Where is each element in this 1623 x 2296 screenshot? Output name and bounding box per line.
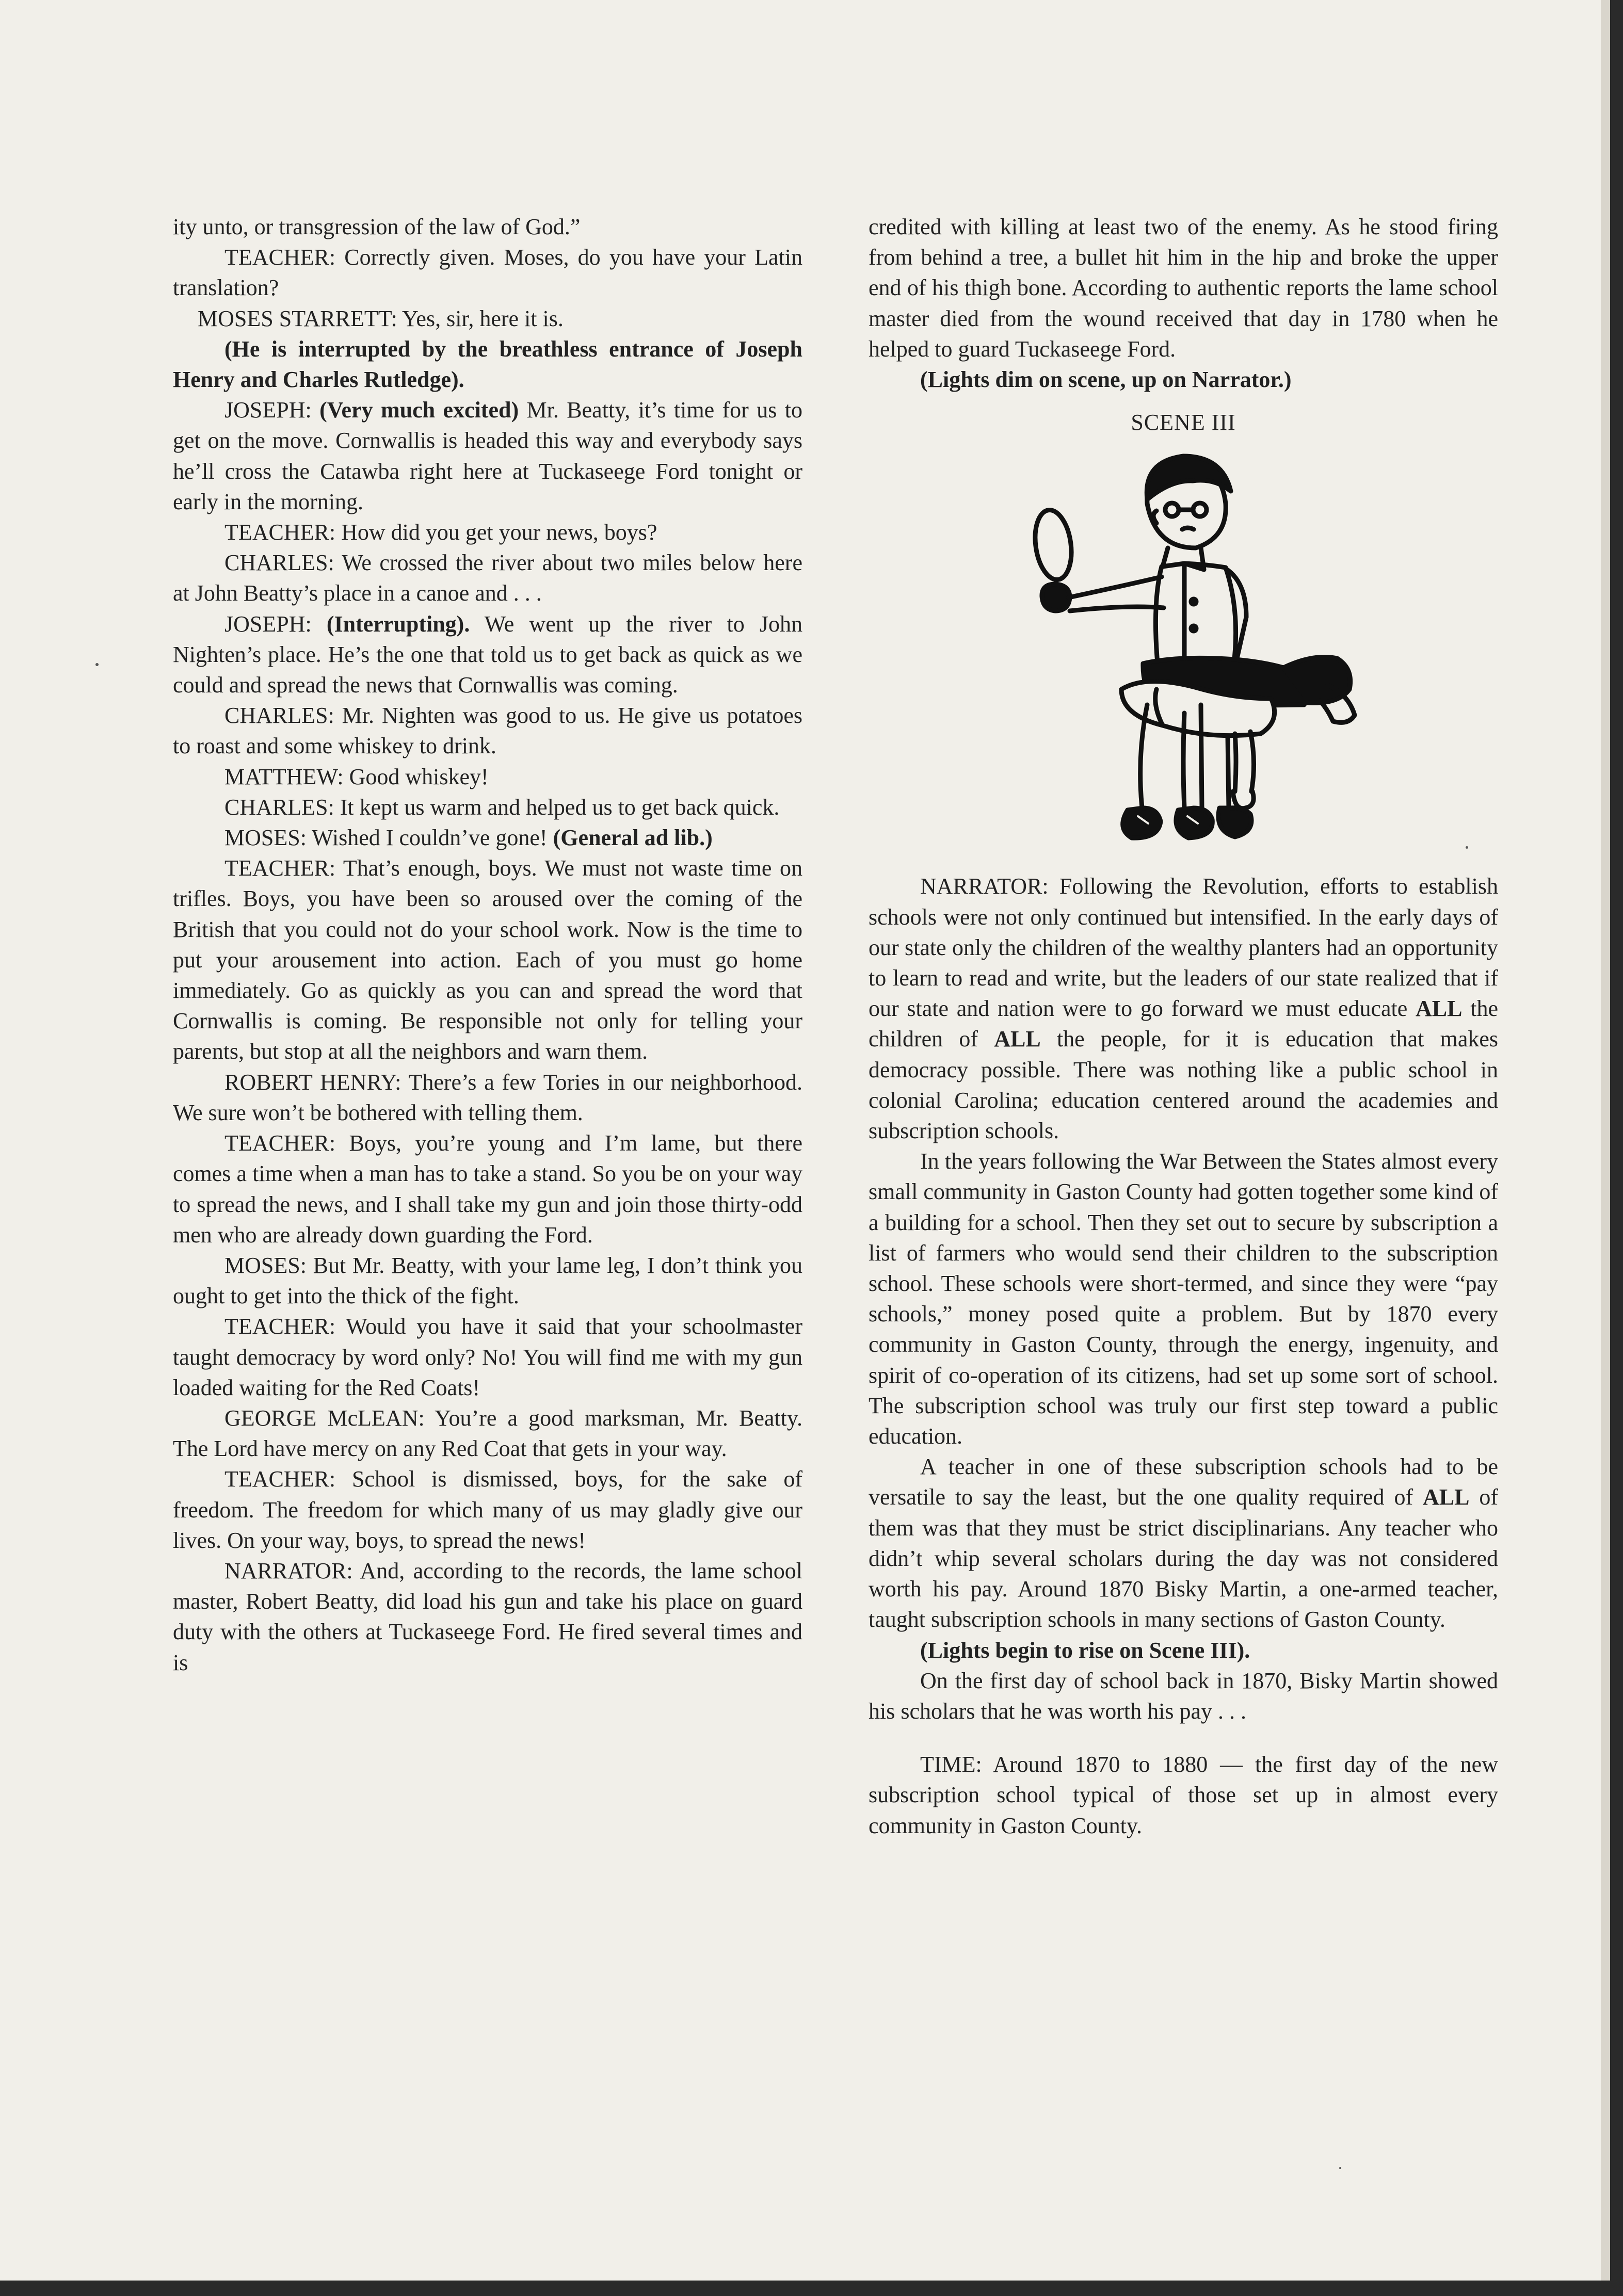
scene-heading: SCENE III	[1131, 410, 1236, 435]
stage-direction-inline: (Interrupting).	[311, 611, 470, 637]
dialogue-text: Correctly given. Moses, do you have your Latin translation?	[173, 245, 802, 301]
stage-direction	[173, 334, 802, 395]
dialogue-text: It kept us warm and helped us to get back quick.	[334, 794, 780, 820]
time-label: TIME:	[920, 1752, 982, 1777]
dialogue-text: That’s enough, boys. We must not waste time on trifles. Boys, you have been so aroused over the coming of the British that you could not do your school work. Now is the time to put your arousement into action. Each of you must go home immediately. Go as quickly as you can and spread the word that Cornwallis is coming. Be responsible not only for telling your parents, but stop at all the neighbors and warn them.	[173, 855, 802, 1064]
dialogue-text: Wished I couldn’ve gone!	[306, 825, 553, 851]
narration-text: the children of	[869, 996, 1498, 1052]
speaker-label: NARRATOR:	[920, 874, 1049, 899]
speaker-label: TEACHER:	[224, 1314, 336, 1339]
dialogue-line	[173, 1403, 802, 1464]
speaker-label: MOSES:	[224, 825, 307, 851]
dialogue-line	[173, 1250, 802, 1311]
dialogue-text: And, according to the records, the lame school master, Robert Beatty, did load his gun and take his place on guard duty with the others at Tuckaseege Ford. He fired several times and is	[173, 1558, 802, 1675]
dialogue-text: ity unto, or transgression of the law of God.”	[173, 214, 581, 239]
narration-text: credited with killing at least two of the enemy. As he stood firing from behind a tree, a bullet hit him in the hip and broke the upper end of his thigh bone. According to authentic reports the lame school master died from the wound received that day in 1780 when he helped to guard Tuckaseege Ford.	[869, 214, 1498, 362]
speaker-label: TEACHER:	[224, 1466, 336, 1492]
emphasis-text: ALL	[1422, 1484, 1470, 1510]
dialogue-text: We crossed the river about two miles below here at John Beatty’s place in a canoe and . . .	[173, 550, 802, 606]
time-text: Around 1870 to 1880 — the first day of the new subscription school typical of those set up in almost every community in Gaston County.	[869, 1752, 1498, 1838]
speaker-label: MOSES STARRETT:	[198, 305, 397, 331]
speaker-label: TEACHER:	[224, 855, 336, 881]
right-column	[869, 212, 1498, 1841]
dialogue-text: Good whiskey!	[343, 764, 489, 789]
narration-paragraph	[869, 1666, 1498, 1726]
dialogue-text: You’re a good marksman, Mr. Beatty. The Lord have mercy on any Red Coat that gets in your way.	[173, 1405, 802, 1462]
schoolmaster-spanking-student-illustration	[869, 447, 1498, 860]
paper-speck	[1339, 2167, 1341, 2169]
dialogue-line	[173, 303, 802, 334]
dialogue-text: Yes, sir, here it is.	[397, 305, 564, 331]
left-column	[173, 212, 802, 1678]
dialogue-line	[173, 1067, 802, 1128]
stage-direction-text: (Lights dim on scene, up on Narrator.)	[920, 367, 1292, 393]
narration-paragraph	[869, 1146, 1498, 1451]
dialogue-line	[173, 792, 802, 822]
speaker-label: JOSEPH:	[224, 611, 312, 637]
dialogue-line	[173, 853, 802, 1066]
dialogue-line	[173, 1556, 802, 1678]
speaker-label: MATTHEW:	[224, 764, 344, 789]
narration-text: Following the Revolution, efforts to establish schools were not only continued but intensified. In the early days of our state only the children of the wealthy planters had an opportunity to learn to read and write, but the leaders of our state realized that if our state and nation were to go forward we must educate	[869, 874, 1498, 1022]
speaker-label: JOSEPH:	[224, 397, 312, 423]
stage-direction-text: (Lights begin to rise on Scene III).	[920, 1637, 1250, 1663]
paper-speck	[1466, 846, 1468, 849]
paragraph	[869, 212, 1498, 364]
dialogue-text: But Mr. Beatty, with your lame leg, I don’t think you ought to get into the thick of the fight.	[173, 1252, 802, 1309]
time-paragraph	[869, 1749, 1498, 1841]
speaker-label: TEACHER:	[224, 1130, 336, 1156]
dialogue-line	[173, 1311, 802, 1403]
dialogue-line	[173, 242, 802, 303]
dialogue-text: School is dismissed, boys, for the sake of freedom. The freedom for which many of us may gladly give our lives. On your way, boys, to spread the news!	[173, 1466, 802, 1553]
narrator-paragraph	[869, 871, 1498, 1146]
dialogue-line	[173, 547, 802, 608]
stage-direction	[869, 1635, 1498, 1666]
speaker-label: CHARLES:	[224, 703, 334, 729]
dialogue-line	[173, 700, 802, 761]
dialogue-text: There’s a few Tories in our neighborhood. We sure won’t be bothered with telling them.	[173, 1069, 802, 1125]
emphasis-text: ALL	[994, 1026, 1041, 1052]
speaker-label: CHARLES:	[224, 794, 334, 820]
dialogue-text: Would you have it said that your schoolmaster taught democracy by word only? No! You will find me with my gun loaded waiting for the Red Coats!	[173, 1314, 802, 1400]
dialogue-line	[173, 1464, 802, 1556]
speaker-label: TEACHER:	[224, 520, 336, 545]
narration-paragraph	[869, 1451, 1498, 1635]
stage-direction-inline: (Very much excited)	[311, 397, 519, 423]
dialogue-line	[173, 762, 802, 792]
dialogue-line	[173, 395, 802, 517]
speaker-label: NARRATOR:	[224, 1558, 353, 1583]
speaker-label: MOSES:	[224, 1252, 307, 1278]
dialogue-text: Boys, you’re young and I’m lame, but there comes a time when a man has to take a stand. So you be on your way to spread the news, and I shall take my gun and join those thirty-odd men who are already down guarding the Ford.	[173, 1130, 802, 1248]
stage-direction-inline: (General ad lib.)	[553, 825, 713, 851]
dialogue-line	[173, 609, 802, 701]
narration-text: On the first day of school back in 1870, Bisky Martin showed his scholars that he was worth his pay . . .	[869, 1668, 1498, 1724]
dialogue-text: How did you get your news, boys?	[335, 520, 657, 545]
narration-text: the people, for it is education that makes democracy possible. There was nothing like a public school in colonial Carolina; education centered around the academies and subscription schools.	[869, 1026, 1499, 1144]
paper-speck	[95, 663, 99, 666]
dialogue-line	[173, 1128, 802, 1250]
paragraph	[173, 212, 802, 242]
dialogue-line	[173, 822, 802, 853]
speaker-label: GEORGE McLEAN:	[224, 1405, 425, 1431]
stage-direction	[869, 364, 1498, 395]
dialogue-text: Mr. Nighten was good to us. He give us potatoes to roast and some whiskey to drink.	[173, 703, 802, 759]
speaker-label: CHARLES:	[224, 550, 334, 576]
spanking-illustration-icon	[992, 447, 1374, 860]
narration-text: In the years following the War Between the States almost every small community in Gaston County had gotten together some kind of a building for a school. Then they set out to secure by subscription a list of farmers who would send their children to the subscription school. These schools were short-termed, and since they were “pay schools,” money posed quite a problem. But by 1870 every community in Gaston County, through the energy, ingenuity, and spirit of co-operation of its citizens, had set up some sort of school. The subscription school was truly our first step toward a public education.	[869, 1149, 1498, 1449]
stage-direction-text: (He is interrupted by the breathless entrance of Joseph Henry and Charles Rutledge).	[173, 336, 802, 393]
dialogue-text: We went up the river to John Nighten’s place. He’s the one that told us to get back as quick as we could and spread the news that Cornwallis was coming.	[173, 611, 802, 698]
emphasis-text: ALL	[1416, 996, 1463, 1022]
dialogue-line	[173, 517, 802, 547]
speaker-label: ROBERT HENRY:	[224, 1069, 401, 1095]
narration-text: A teacher in one of these subscription schools had to be versatile to say the least, but the one quality required of	[869, 1454, 1498, 1510]
narration-text: of them was that they must be strict disciplinarians. Any teacher who didn’t whip several scholars during the day was not considered worth his pay. Around 1870 Bisky Martin, a one-armed teacher, taught subscription schools in many sections of Gaston County.	[869, 1484, 1499, 1632]
speaker-label: TEACHER:	[224, 245, 336, 270]
dialogue-text: Mr. Beatty, it’s time for us to get on the move. Cornwallis is headed this way and everybody says he’ll cross the Catawba right here at Tuckaseege Ford tonight or early in the morning.	[173, 397, 802, 514]
